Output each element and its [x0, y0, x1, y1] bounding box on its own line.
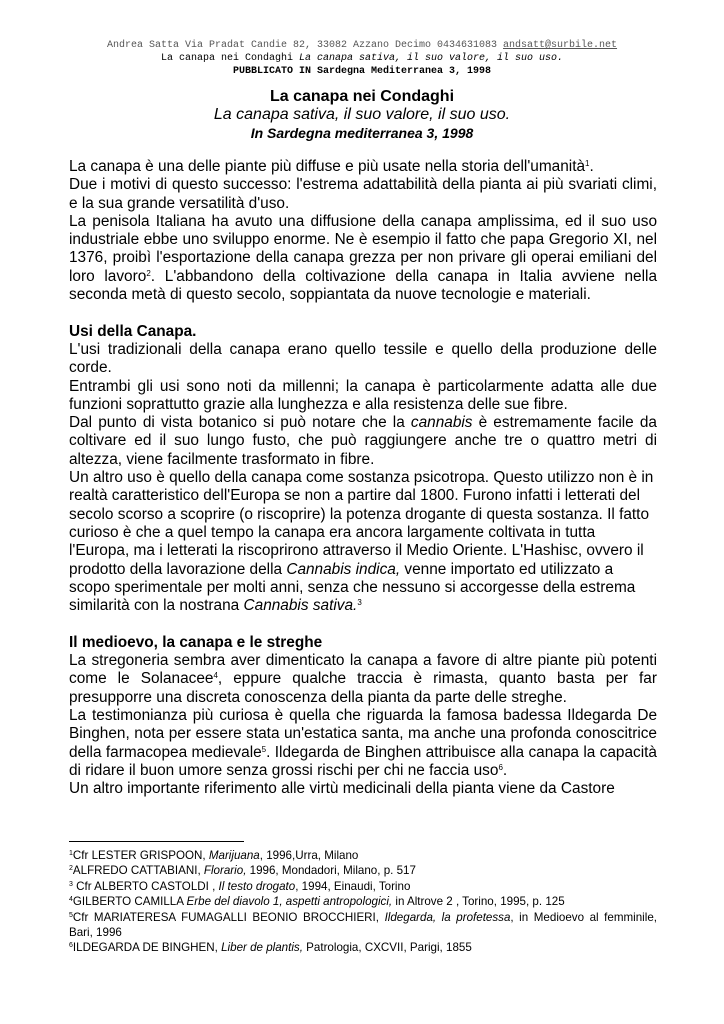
footnote [69, 894, 657, 909]
text: 1996, Mondadori, Milano, p. 517 [246, 864, 416, 878]
footnote-ref[interactable]: 1 [585, 159, 590, 168]
article-header-line [40, 53, 684, 65]
footnote-ref[interactable]: 4 [213, 671, 218, 681]
text: , 1996,Urra, Milano [259, 849, 359, 862]
footnote-divider [69, 841, 244, 842]
text: . Ildegarda de Binghen attribuisce alla canapa la capacità di ridare il buon umore senza grossi rischi per chi ne faccia uso [69, 743, 657, 779]
intro-paragraph [69, 158, 657, 176]
section-heading-medioevo: Il medioevo, la canapa e le streghe [69, 633, 323, 651]
footnote [69, 910, 657, 941]
footnote-title: Ildegarda, la profetessa [384, 910, 511, 924]
section-paragraph [69, 652, 657, 707]
footnote-number: 1 [69, 850, 73, 857]
footnote [69, 940, 657, 955]
italic-term: cannabis [410, 414, 473, 432]
text: Cfr ALBERTO CASTOLDI , [72, 879, 219, 893]
footnote-number: 3 [69, 880, 73, 888]
italic-term: Cannabis sativa. [243, 597, 358, 615]
footnote-number: 4 [69, 896, 73, 904]
spacer [69, 615, 657, 633]
text: La stregoneria sembra aver dimenticato la canapa a favore di altre piante più potenti come le Solanacee [69, 652, 657, 688]
section-paragraph: Entrambi gli usi sono noti da millenni; la canapa è particolarmente adatta alle due funzioni soprattutto grazie alla lunghezza e alla resistenza delle sue fibre. [69, 377, 657, 413]
footnote-ref[interactable]: 5 [261, 744, 267, 754]
footnote-ref[interactable]: 2 [146, 268, 151, 278]
text: La penisola Italiana ha avuto una diffusione della canapa amplissima, ed il suo uso industriale ebbe uno sviluppo enorme. Ne è esempio il fatto che papa Gregorio XI, nel 1376, proibì l'esportazione della canapa grezza per non privare gli operai emiliani del loro lavoro [69, 212, 657, 285]
text: Cfr LESTER GRISPOON, [72, 849, 209, 862]
text: , eppure qualche traccia è rimasta, quanto basta per far presupporre una discreta conoscenza della pianta da parte delle streghe. [69, 670, 657, 706]
section-paragraph [69, 707, 657, 780]
title-block [40, 88, 684, 142]
text: . [589, 158, 594, 175]
footnote [69, 848, 657, 863]
text: ILDEGARDA DE BINGHEN, [72, 941, 222, 955]
footnote-number: 5 [69, 911, 73, 919]
page-title: La canapa nei Condaghi [269, 88, 455, 105]
footnote-title: Liber de plantis, [221, 941, 303, 955]
text: Patrologia, CXCVII, Parigi, 1855 [302, 941, 472, 955]
footnote-title: Il testo drogato [218, 879, 296, 893]
italic-term: Cannabis indica, [286, 560, 401, 578]
footnote-title: Erbe del diavolo 1, aspetti antropologici, [186, 895, 393, 909]
footnote-title: Marijuana [208, 849, 260, 862]
text: GILBERTO CAMILLA [72, 895, 187, 909]
text: è estremamente facile da coltivare ed il suo lungo fusto, che può raggiungere anche tre o quattro metri di altezza, viene facilmente trasformato in fibre. [69, 414, 657, 468]
author-header-line [40, 40, 684, 52]
text: . L'abbandono della coltivazione della canapa in Italia avviene nella seconda metà di questo secolo, soppiantata da nuove tecnologie e materiali. [69, 267, 658, 304]
text: Cfr MARIATERESA FUMAGALLI BEONIO BROCCHIERI, [72, 910, 385, 924]
text: Dal punto di vista botanico si può notare che la [69, 414, 411, 432]
footnote-number: 6 [69, 942, 73, 950]
publication-header-line: PUBBLICATO IN Sardegna Mediterranea 3, 1998 [232, 66, 492, 77]
section-heading-usi: Usi della Canapa. [69, 322, 197, 340]
text: , 1994, Einaudi, Torino [295, 879, 411, 893]
page-subtitle: La canapa sativa, il suo valore, il suo uso. [213, 106, 511, 123]
article-body [69, 158, 657, 798]
text: La canapa è una delle piante più diffuse e più usate nella storia dell'umanità [69, 158, 586, 175]
section-paragraph [69, 414, 657, 469]
author-email-link[interactable]: andsatt@surbile.net [503, 40, 618, 51]
header-article-title: La canapa nei Condaghi [160, 53, 299, 64]
text: Un altro uso è quello della canapa come sostanza psicotropa. Questo utilizzo non è in realtà caratteristico dell'Europa se non a partire dal 1800. Furono infatti i letterati del secolo scorso a scoprire (o riscoprire) la potenza drogante di questa sostanza. Il fatto curioso è che a quel tempo la canapa era ancora largamente coltivata in tutta l'Europa, ma i letterati la riscoprirono attraverso il Medio Oriente. L'Hashisc, ovvero il prodotto della lavorazione della [69, 469, 654, 578]
footnote-number: 2 [69, 865, 73, 873]
author-contact: Andrea Satta Via Pradat Candie 82, 33082 Azzano Decimo 0434631083 [106, 40, 504, 51]
publication-line: In Sardegna mediterranea 3, 1998 [250, 125, 474, 141]
text: venne importato ed utilizzato a scopo sperimentale per molti anni, senza che nessuno si accorgesse della estrema similarità con la nostrana [69, 560, 636, 615]
header-article-subtitle: La canapa sativa, il suo valore, il suo uso. [298, 53, 564, 64]
text: , in Medioevo al femminile, Bari, 1996 [69, 910, 657, 940]
footnote [69, 863, 657, 878]
footnote-ref[interactable]: 6 [498, 762, 503, 772]
text: La testimonianza più curiosa è quella che riguarda la famosa badessa Ildegarda De Binghen, nota per essere stata un'estatica santa, ma anche una profonda conoscitrice della farmacopea medievale [69, 706, 657, 761]
intro-paragraph [69, 213, 657, 304]
section-paragraph: L'usi tradizionali della canapa erano quello tessile e quello della produzione delle corde. [69, 340, 657, 377]
text: in Altrove 2 , Torino, 1995, p. 125 [392, 895, 565, 909]
footnote-title: Florario, [203, 864, 247, 878]
footnotes [69, 848, 657, 956]
text: . [502, 761, 508, 779]
spacer [69, 304, 657, 322]
footnote [69, 879, 657, 894]
section-paragraph [69, 469, 657, 615]
section-paragraph: Un altro importante riferimento alle virtù medicinali della pianta viene da Castore [69, 780, 615, 798]
footnote-ref[interactable]: 3 [357, 598, 362, 608]
intro-paragraph: Due i motivi di questo successo: l'estrema adattabilità della pianta ai più svariati climi, e la sua grande versatilità d'uso. [69, 176, 657, 212]
text: ALFREDO CATTABIANI, [72, 864, 204, 878]
